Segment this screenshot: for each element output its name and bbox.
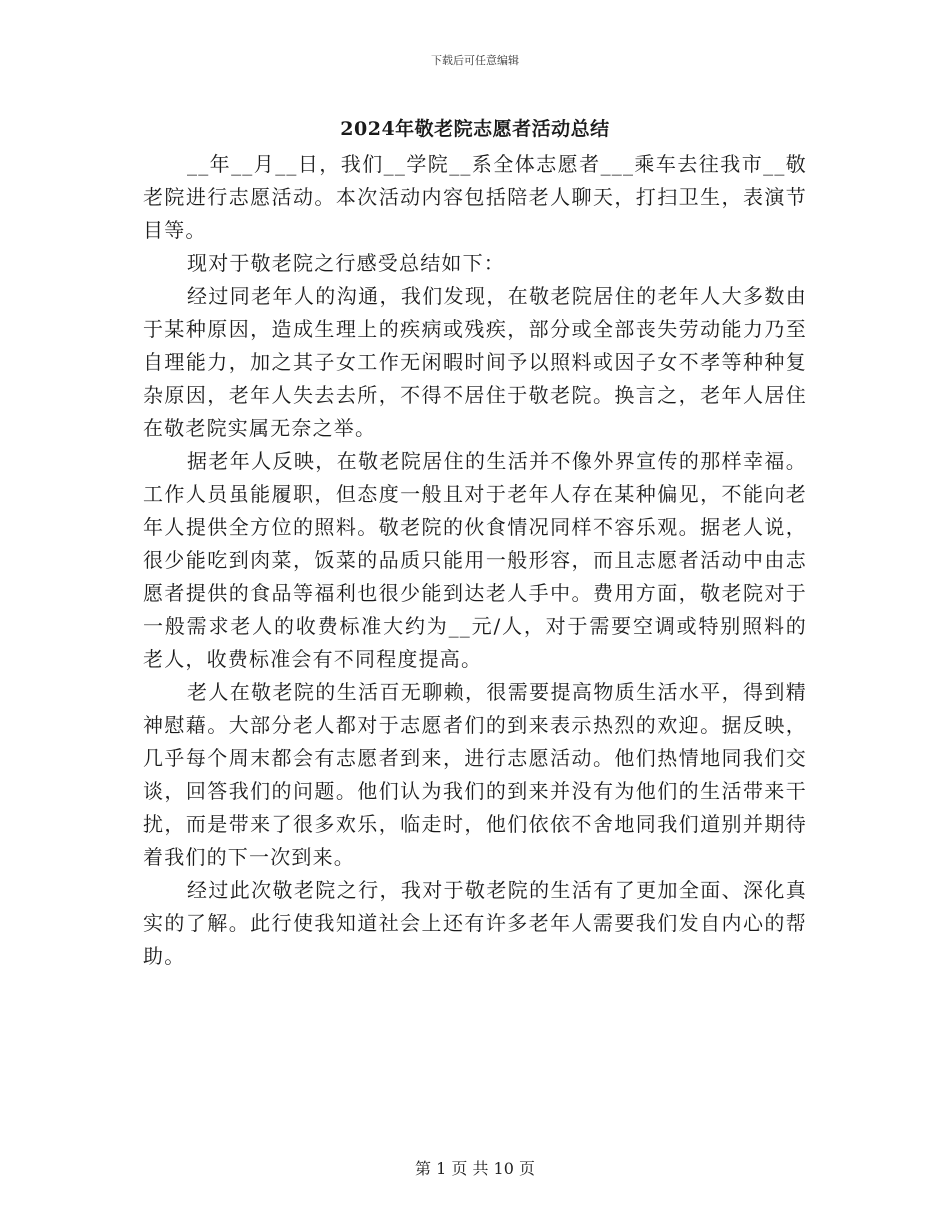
paragraph-1: __年__月__日，我们__学院__系全体志愿者___乘车去往我市__敬老院进行志愿活动。本次活动内容包括陪老人聊天，打扫卫生，表演节目等。: [143, 152, 807, 242]
paragraph-3: 经过同老年人的沟通，我们发现，在敬老院居住的老年人大多数由于某种原因，造成生理上的疾病或残疾，部分或全部丧失劳动能力乃至自理能力，加之其子女工作无闲暇时间予以照料或因子女不孝等种种复杂原因，老年人失去去所，不得不居住于敬老院。换言之，老年人居住在敬老院实属无奈之举。: [143, 284, 807, 440]
document-body: [143, 148, 807, 973]
page-header-note: 下载后可任意编辑: [431, 54, 519, 67]
document-title: 2024年敬老院志愿者活动总结: [340, 118, 610, 140]
paragraph-2: 现对于敬老院之行感受总结如下：: [187, 251, 505, 275]
paragraph-6: 经过此次敬老院之行，我对于敬老院的生活有了更加全面、深化真实的了解。此行使我知道社会上还有许多老年人需要我们发自内心的帮助。: [143, 878, 807, 968]
paragraph-5: 老人在敬老院的生活百无聊赖，很需要提高物质生活水平，得到精神慰藉。大部分老人都对于志愿者们的到来表示热烈的欢迎。据反映，几乎每个周末都会有志愿者到来，进行志愿活动。他们热情地同我们交谈，回答我们的问题。他们认为我们的到来并没有为他们的生活带来干扰，而是带来了很多欢乐，临走时，他们依依不舍地同我们道别并期待着我们的下一次到来。: [143, 680, 807, 869]
paragraph-4: 据老年人反映，在敬老院居住的生活并不像外界宣传的那样幸福。工作人员虽能履职，但态度一般且对于老年人存在某种偏见，不能向老年人提供全方位的照料。敬老院的伙食情况同样不容乐观。据老人说，很少能吃到肉菜，饭菜的品质只能用一般形容，而且志愿者活动中由志愿者提供的食品等福利也很少能到达老人手中。费用方面，敬老院对于一般需求老人的收费标准大约为__元/人，对于需要空调或特别照料的老人，收费标准会有不同程度提高。: [143, 449, 807, 671]
page-footer-indicator: 第 1 页 共 10 页: [415, 1159, 535, 1178]
